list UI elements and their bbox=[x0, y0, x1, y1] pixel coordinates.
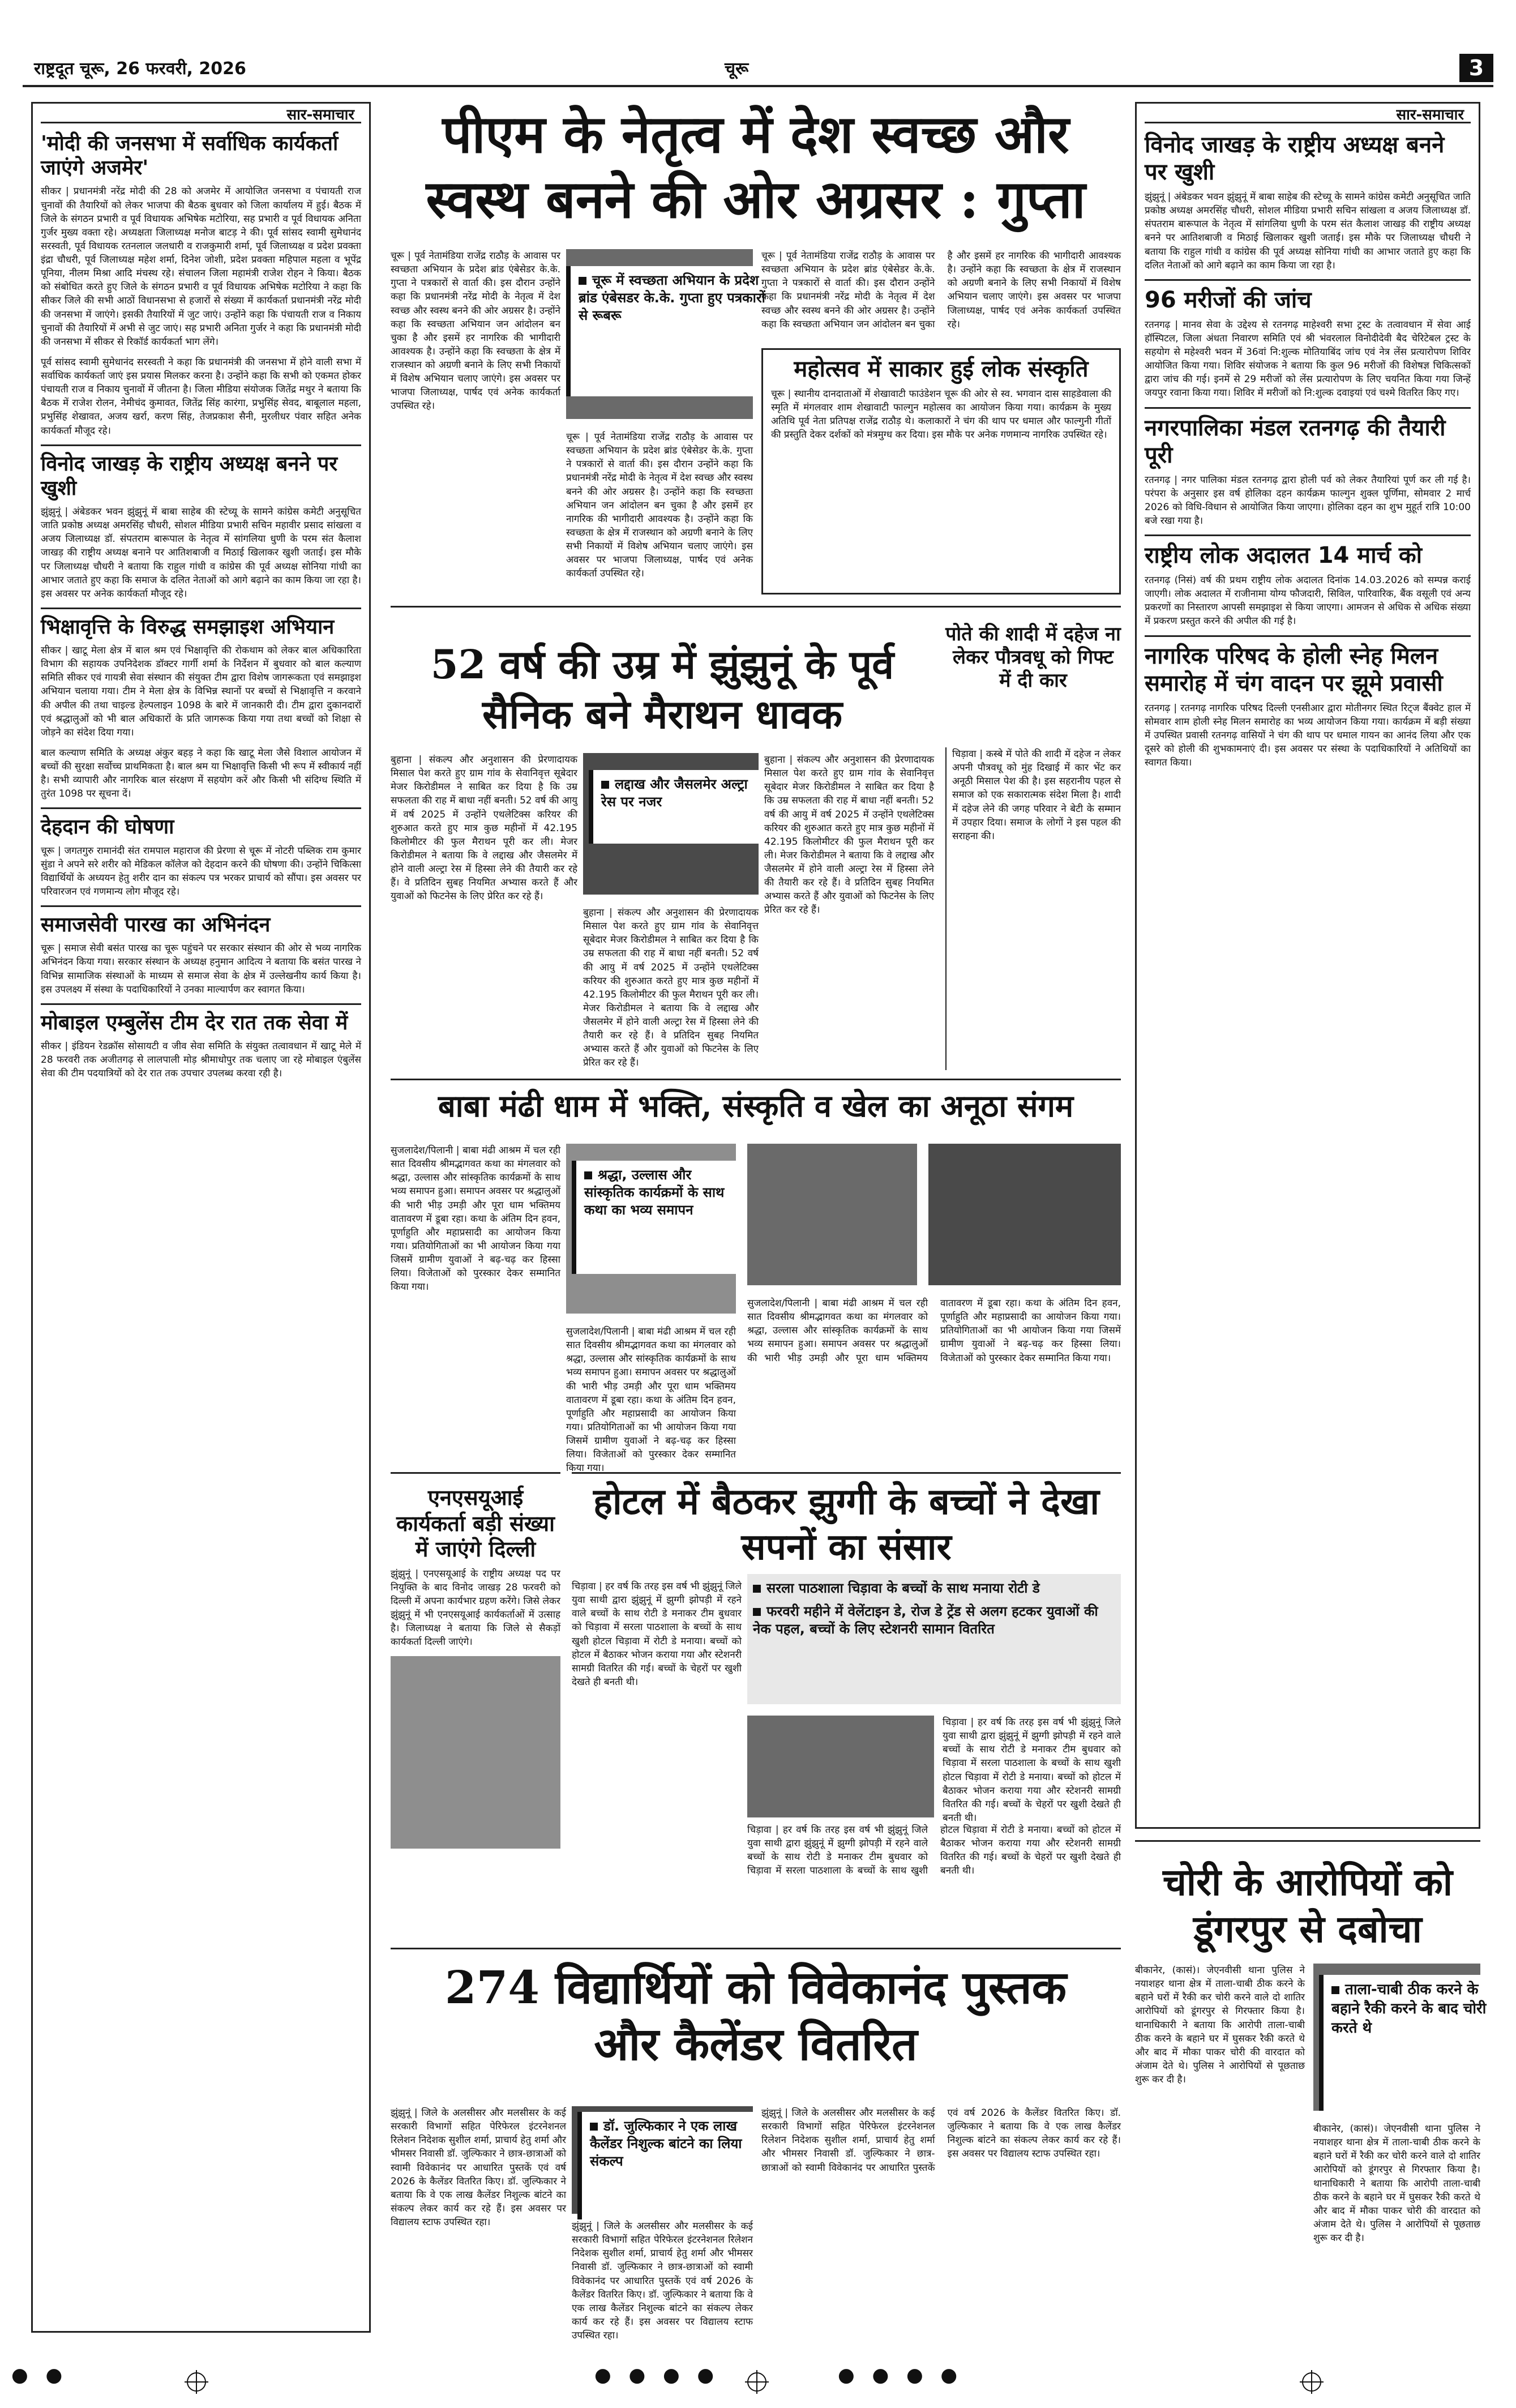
story-body: रतनगढ़ | रतनगढ़ नागरिक परिषद दिल्ली एनसीआर द्वारा मोतीनगर स्थित रिट्ज बैंक्वेट हाल में सोमवार शाम होली स्नेह मिलन समारोह का भव्य आयोजन किया गया। कार्यक्रम में बड़ी संख्या में उपस्थित प्रवासी रतनगढ़ वासियों ने चंग की थाप पर धमाल गायन का आनंद लिया और एक दूसरे को होली की शुभकामनाएं दी। इस अवसर पर संस्था के पदाधिकारियों ने अतिथियों का स्वागत किया। bbox=[1145, 702, 1471, 768]
story-body: झुंझुनूं | अंबेडकर भवन झुंझुनूं में बाबा साहेब की स्टेच्यू के सामने कांग्रेस कमेटी अनुसूचित जाति प्रकोष्ठ अध्यक्ष अमरसिंह चौधरी, सोशल मीडिया प्रभारी सचिन महावीर प्रसाद सांखला व अजय जिलाध्यक्ष डॉ. संपतराम बारूपाल के नेतृत्व में सांगलिया धुणी के परम संत कैलाश जाखड़ की राष्ट्रीय अध्यक्ष बनाने पर आतिशबाजी व मिठाई खिलाकर खुशी जताई। इस मौके पर जिलाध्यक्ष चौधरी ने बताया कि राहुल गांधी व कांग्रेस की पूर्व अध्यक्ष सोनिया गांधी का आभार जताते हुए कहा कि समाज के दलित नेताओं को आगे बढ़ाने का काम किया जा रहा है। इस अवसर पर अनेक कार्यकर्ता मौजूद रहे। bbox=[41, 506, 361, 600]
story-body: रतनगढ़ (निसं) वर्ष की प्रथम राष्ट्रीय लोक अदालत दिनांक 14.03.2026 को सम्पन्न कराई जाएगी। लोक अदालत में राजीनामा योग्य फौजदारी, सिविल, पारिवारिक, बैंक वसूली एवं अन्य प्रकरणों का निस्तारण आपसी समझाइश से किया जाएगा। आमजन से अधिक से अधिक संख्या में प्रकरण प्रस्तुत करने की अपील की गई है। bbox=[1145, 575, 1471, 627]
photo-hotel bbox=[747, 1716, 934, 1817]
runner-headline-block bbox=[391, 640, 934, 742]
page-number: 3 bbox=[1459, 54, 1493, 82]
story-body: चूरू | पूर्व नेतामंडिया राजेंद्र राठौड़ के आवास पर स्वच्छता अभियान के प्रदेश ब्रांड एंबेसेडर के.के. गुप्ता ने पत्रकारों से वार्ता की। इस दौरान उन्होंने कहा कि प्रधानमंत्री नरेंद्र मोदी के नेतृत्व में देश स्वच्छ और स्वस्थ बनने की ओर अग्रसर है। उन्होंने कहा कि स्वच्छता अभियान जन आंदोलन बन चुका है और इसमें हर नागरिक की भागीदारी आवश्यक है। उन्होंने कहा कि स्वच्छता के क्षेत्र में राजस्थान को अग्रणी बनाने के लिए सभी निकायों में विशेष अभियान चलाए जाएंगे। इस अवसर पर भाजपा जिलाध्यक्ष, पार्षद एवं अनेक कार्यकर्ता उपस्थित रहे। bbox=[761, 250, 1121, 330]
story-body: सुजलादेश/पिलानी | बाबा मंढी आश्रम में चल रही सात दिवसीय श्रीमद्भागवत कथा का मंगलवार को श्रद्धा, उल्लास और सांस्कृतिक कार्यक्रमों के साथ भव्य समापन हुआ। समापन अवसर पर श्रद्धालुओं की भारी भीड़ उमड़ी और पूरा धाम भक्तिमय वातावरण में डूबा रहा। कथा के अंतिम दिन हवन, पूर्णाहुति और महाप्रसादी का आयोजन किया गया। प्रतियोगिताओं का भी आयोजन किया गया जिसमें ग्रामीण युवाओं ने बढ़-चढ़ कर हिस्सा लिया। विजेताओं को पुरस्कार देकर सम्मानित किया गया। bbox=[747, 1298, 1121, 1364]
theft-story bbox=[1135, 1840, 1487, 2344]
photo-nsui bbox=[391, 1656, 560, 1849]
hotel-body-c bbox=[943, 1716, 1121, 1824]
story-heading: महोत्सव में साकार हुई लोक संस्कृति bbox=[794, 356, 1089, 382]
story-body: रतनगढ़ | मानव सेवा के उद्देश्य से रतनगढ़ माहेश्वरी सभा ट्रस्ट के तत्वावधान में सेवा आई हॉस्पिटल, जिला अंधता निवारण समिति एवं श्री भंवरलाल विनोदीदेवी बैद चेरिटेबल ट्रस्ट के सहयोग से महेश्वरी भवन में 36वां नि:शुल्क मोतियाबिंद जांच एवं नेत्र लेंस प्रत्यारोपण शिविर आयोजित किया गया। शिविर संयोजक ने बताया कि कुल 96 मरीजों की विशेषज्ञ चिकित्सकों द्वारा जांच की गई। इनमें से 29 मरीजों को लेंस प्रत्यारोपण के लिए चयनित किया गया जिन्हें जयपुर रवाना किया गया। शिविर में मरीजों को नि:शुल्क दवाइयां एवं चश्मे वितरित किए गए। bbox=[1145, 319, 1471, 399]
story-heading: एनएसयूआई कार्यकर्ता बड़ी संख्या में जाएंगे दिल्ली bbox=[396, 1485, 555, 1562]
lead-story-body-a bbox=[391, 249, 560, 594]
story-heading: नागरिक परिषद के होली स्नेह मिलन समारोह में चंग वादन पर झूमे प्रवासी bbox=[1145, 635, 1471, 697]
runner-callout bbox=[589, 770, 773, 844]
right-news-column bbox=[1135, 102, 1480, 1829]
theft-body-a bbox=[1135, 1964, 1305, 2383]
runner-body-a bbox=[391, 753, 577, 1070]
baba-headline: बाबा मंढी धाम में भक्ति, संस्कृति व खेल का अनूठा संगम bbox=[438, 1088, 1074, 1124]
story-body: रतनगढ़ | नगर पालिका मंडल रतनगढ़ द्वारा होली पर्व को लेकर तैयारियां पूर्ण कर ली गई है। परंपरा के अनुसार इस वर्ष होलिका दहन कार्यक्रम फाल्गुन शुक्ल पूर्णिमा, सोमवार 2 मार्च 2026 को विधि-विधान से आयोजित किया जाएगा। होलिका दहन का शुभ मुहूर्त रात्रि 10:00 बजे रखा गया है। bbox=[1145, 474, 1471, 527]
lead-callout bbox=[566, 266, 773, 396]
story-body: चिड़ावा | हर वर्ष कि तरह इस वर्ष भी झुंझुनूं जिले युवा साथी द्वारा झुंझुनूं में झुग्गी झोपड़ी में रहने वाले बच्चों के साथ रोटी डे मनाकर टीम बुधवार को चिड़ावा में सरला पाठशाला के बच्चों के साथ खुशी होटल चिड़ावा में रोटी डे मनाया। बच्चों को होटल में बैठाकर भोजन कराया गया और स्टेशनरी सामग्री वितरित की गई। बच्चों के चेहरों पर खुशी देखते ही बनती थी। bbox=[572, 1581, 742, 1688]
calendar-body-c bbox=[761, 2106, 1121, 2344]
photo-baba-2 bbox=[747, 1144, 917, 1285]
story-body: बुहाना | संकल्प और अनुशासन की प्रेरणादायक मिसाल पेश करते हुए ग्राम गांव के सेवानिवृत्त सूबेदार मेजर किरोडीमल ने साबित कर दिया है कि उम्र सफलता की राह में बाधा नहीं बनती। 52 वर्ष की आयु में वर्ष 2025 में उन्होंने एथलेटिक्स करियर की शुरुआत करते हुए मात्र कुछ महीनों में 42.195 किलोमीटर की फुल मैराथन पूरी कर ली। मेजर किरोडीमल ने बताया कि वे लद्दाख और जैसलमेर में होने वाली अल्ट्रा रेस में हिस्सा लेने की तैयारी कर रहे हैं। वे प्रतिदिन सुबह नियमित अभ्यास करते हैं और युवाओं को फिटनेस के लिए प्रेरित कर रहे हैं। bbox=[583, 907, 759, 1069]
story-heading: विनोद जाखड़ के राष्ट्रीय अध्यक्ष बनने पर खुशी bbox=[1145, 132, 1445, 185]
bullet-icon bbox=[753, 1585, 761, 1593]
story-body: बाल कल्याण समिति के अध्यक्ष अंकुर बहड़ ने कहा कि खाटू मेला जैसे विशाल आयोजन में बच्चों की सुरक्षा सर्वोच्च प्राथमिकता है। बाल श्रम या भिक्षावृत्ति किसी भी रूप में स्वीकार्य नहीं है। सभी व्यापारी और नागरिक बाल संरक्षण में सहयोग करें और किसी भी संदिग्ध स्थिति में तुरंत 1098 पर सूचना दें। bbox=[41, 747, 361, 800]
section-rule bbox=[391, 1079, 1121, 1080]
story-body: बुहाना | संकल्प और अनुशासन की प्रेरणादायक मिसाल पेश करते हुए ग्राम गांव के सेवानिवृत्त सूबेदार मेजर किरोडीमल ने साबित कर दिया है कि उम्र सफलता की राह में बाधा नहीं बनती। 52 वर्ष की आयु में वर्ष 2025 में उन्होंने एथलेटिक्स करियर की शुरुआत करते हुए मात्र कुछ महीनों में 42.195 किलोमीटर की फुल मैराथन पूरी कर ली। मेजर किरोडीमल ने बताया कि वे लद्दाख और जैसलमेर में होने वाली अल्ट्रा रेस में हिस्सा लेने की तैयारी कर रहे हैं। वे प्रतिदिन सुबह नियमित अभ्यास करते हैं और युवाओं को फिटनेस के लिए प्रेरित कर रहे हैं। bbox=[391, 754, 577, 903]
story-body: चिड़ावा | हर वर्ष कि तरह इस वर्ष भी झुंझुनूं जिले युवा साथी द्वारा झुंझुनूं में झुग्गी झोपड़ी में रहने वाले बच्चों के साथ रोटी डे मनाकर टीम बुधवार को चिड़ावा में सरला पाठशाला के बच्चों के साथ खुशी होटल चिड़ावा में रोटी डे मनाया। बच्चों को होटल में बैठाकर भोजन कराया गया और स्टेशनरी सामग्री वितरित की गई। बच्चों के चेहरों पर खुशी देखते ही बनती थी। bbox=[747, 1824, 1121, 1877]
color-dots-icon: ● ● ● ● bbox=[838, 2364, 963, 2386]
theft-headline: चोरी के आरोपियों को डूंगरपुर से दबोचा bbox=[1163, 1860, 1453, 1951]
hotel-callout-2: फरवरी महीने में वेलेंटाइन डे, रोज डे ट्रेंड से अलग हटकर युवाओं की नेक पहल, बच्चों के लिए स्टेशनरी सामान वितरित bbox=[753, 1603, 1098, 1637]
bullet-icon bbox=[601, 781, 609, 789]
story-heading: भिक्षावृत्ति के विरुद्ध समझाइश अभियान bbox=[41, 608, 361, 639]
registration-mark-icon bbox=[187, 2372, 206, 2392]
story-body: पूर्व सांसद स्वामी सुमेधानंद सरस्वती ने कहा कि प्रधानमंत्री की जनसभा में होने वाली सभा में सर्वाधिक कार्यकर्ता जाएं इस प्रयास मिलकर करना है। उन्होंने कहा कि सभी को एकमत होकर पंचायती राज व निकाय चुनावों में जीतना है। जिला मीडिया संयोजक जितेंद्र मथुर ने बताया कि बैठक में राजेश रोलन, नेमीचंद कुमावत, जितेंद्र सिंह कारंगा, प्रभुसिंह सेवद, बाबूलाल महला, प्रभुसिंह शेखावत, अजय खर्रा, करण सिंह, तेजप्रकाश सैनी, मुरलीधर पंवार सहित अनेक कार्यकर्ता मौजूद रहे। bbox=[41, 356, 361, 437]
story-body: बीकानेर, (कासं)। जेएनवीसी थाना पुलिस ने नयाशहर थाना क्षेत्र में ताला-चाबी ठीक करने के बहाने घरों में रैकी कर चोरी करने वाले दो शातिर आरोपियों को डूंगरपुर से गिरफ्तार किया है। थानाधिकारी ने बताया कि आरोपी ताला-चाबी ठीक करने के बहाने घर में घुसकर रैकी करते थे और बाद में मौका पाकर चोरी की वारदात को अंजाम देते थे। पुलिस ने आरोपियों से पूछताछ शुरू कर दी है। bbox=[1313, 2123, 1480, 2244]
story-body: चिड़ावा | कस्बे में पोते की शादी में दहेज न लेकर अपनी पौत्रवधू को मुंह दिखाई में कार भेंट कर अनूठी मिसाल पेश की है। इस सहरानीय पहल से समाज को एक सकारात्मक संदेश मिला है। शादी में दहेज लेने की जगह परिवार ने बेटी के सम्मान में उपहार दिया। समाज के लोगों ने इस पहल की सराहना की। bbox=[952, 749, 1121, 842]
lead-headline-block bbox=[391, 102, 1121, 232]
story-body: झुंझुनूं | जिले के अलसीसर और मलसीसर के कई सरकारी विभागों सहित पेरिफेरल इंटरनेशनल रिलेशन निदेशक सुशील शर्मा, प्राचार्य हेतु शर्मा और भीमसर निवासी डॉ. जुल्फिकार ने छात्र-छात्राओं को स्वामी विवेकानंद पर आधारित पुस्तकें एवं वर्ष 2026 के कैलेंडर वितरित किए। डॉ. जुल्फिकार ने बताया कि वे एक लाख कैलेंडर निशुल्क बांटने का संकल्प लेकर कार्य कर रहे हैं। इस अवसर पर विद्यालय स्टाफ उपस्थित रहा। bbox=[761, 2107, 1121, 2174]
story-heading: मोबाइल एम्बुलेंस टीम देर रात तक सेवा में bbox=[41, 1003, 361, 1035]
registration-mark-icon bbox=[1302, 2372, 1321, 2392]
calendar-headline-block bbox=[430, 1959, 1081, 2089]
hotel-headline: होटल में बैठकर झुग्गी के बच्चों ने देखा सपनों का संसार bbox=[593, 1481, 1099, 1568]
story-body: चिड़ावा | हर वर्ष कि तरह इस वर्ष भी झुंझुनूं जिले युवा साथी द्वारा झुंझुनूं में झुग्गी झोपड़ी में रहने वाले बच्चों के साथ रोटी डे मनाकर टीम बुधवार को चिड़ावा में सरला पाठशाला के बच्चों के साथ खुशी होटल चिड़ावा में रोटी डे मनाया। बच्चों को होटल में बैठाकर भोजन कराया गया और स्टेशनरी सामग्री वितरित की गई। बच्चों के चेहरों पर खुशी देखते ही बनती थी। bbox=[943, 1717, 1121, 1824]
story-body: झुंझुनूं | एनएसयूआई के राष्ट्रीय अध्यक्ष पद पर नियुक्ति के बाद विनोद जाखड़ 28 फरवरी को दिल्ली में अपना कार्यभार ग्रहण करेंगे। जिसे लेकर झुंझुनूं में भी एनएसयूआई कार्यकर्ताओं में उत्साह है। जिलाध्यक्ष ने बताया कि जिले से सैकड़ों कार्यकर्ता दिल्ली जाएंगे। bbox=[391, 1568, 560, 1648]
lead-story-body-b bbox=[566, 430, 753, 594]
hotel-headline-block bbox=[572, 1472, 1121, 1568]
column-label: सार-समाचार bbox=[41, 104, 361, 123]
lead-story-body-c bbox=[761, 249, 1121, 357]
bullet-icon bbox=[590, 2123, 598, 2131]
bullet-icon bbox=[753, 1608, 761, 1616]
baba-headline-block bbox=[391, 1087, 1121, 1138]
hotel-body-a bbox=[572, 1580, 742, 1942]
story-body: झुंझुनूं | अंबेडकर भवन झुंझुनूं में बाबा साहेब की स्टेच्यू के सामने कांग्रेस कमेटी अनुसूचित जाति प्रकोष्ठ अध्यक्ष अमरसिंह चौधरी, सोशल मीडिया प्रभारी सचिन सांखला व अजय जिलाध्यक्ष डॉ. संपतराम बारूपाल के नेतृत्व में सांगलिया धुणी के परम संत कैलाश जाखड़ की राष्ट्रीय अध्यक्ष बनने पर आतिशबाजी व मिठाई खिलाकर खुशी जताई। इस मौके पर जिलाध्यक्ष चौधरी ने बताया कि राहुल गांधी व कांग्रेस की पूर्व अध्यक्ष सोनिया गांधी का आभार जताते हुए कहा कि दलित नेताओं को आगे बढ़ाने का काम किया जा रहा है। bbox=[1145, 191, 1471, 271]
color-dots-icon: ● ● ● ● bbox=[594, 2364, 720, 2386]
story-body: बुहाना | संकल्प और अनुशासन की प्रेरणादायक मिसाल पेश करते हुए ग्राम गांव के सेवानिवृत्त सूबेदार मेजर किरोडीमल ने साबित कर दिया है कि उम्र सफलता की राह में बाधा नहीं बनती। 52 वर्ष की आयु में वर्ष 2025 में उन्होंने एथलेटिक्स करियर की शुरुआत करते हुए मात्र कुछ महीनों में 42.195 किलोमीटर की फुल मैराथन पूरी कर ली। मेजर किरोडीमल ने बताया कि वे लद्दाख और जैसलमेर में होने वाली अल्ट्रा रेस में हिस्सा लेने की तैयारी कर रहे हैं। वे प्रतिदिन सुबह नियमित अभ्यास करते हैं और युवाओं को फिटनेस के लिए प्रेरित कर रहे हैं। bbox=[764, 754, 934, 916]
story-body: झुंझुनूं | जिले के अलसीसर और मलसीसर के कई सरकारी विभागों सहित पेरिफेरल इंटरनेशनल रिलेशन निदेशक सुशील शर्मा, प्राचार्य हेतु शर्मा और भीमसर निवासी डॉ. जुल्फिकार ने छात्र-छात्राओं को स्वामी विवेकानंद पर आधारित पुस्तकें एवं वर्ष 2026 के कैलेंडर वितरित किए। डॉ. जुल्फिकार ने बताया कि वे एक लाख कैलेंडर निशुल्क बांटने का संकल्प लेकर कार्य कर रहे हैं। इस अवसर पर विद्यालय स्टाफ उपस्थित रहा। bbox=[572, 2221, 753, 2341]
story-body: सुजलादेश/पिलानी | बाबा मंढी आश्रम में चल रही सात दिवसीय श्रीमद्भागवत कथा का मंगलवार को श्रद्धा, उल्लास और सांस्कृतिक कार्यक्रमों के साथ भव्य समापन हुआ। समापन अवसर पर श्रद्धालुओं की भारी भीड़ उमड़ी और पूरा धाम भक्तिमय वातावरण में डूबा रहा। कथा के अंतिम दिन हवन, पूर्णाहुति और महाप्रसादी का आयोजन किया गया। प्रतियोगिताओं का भी आयोजन किया गया जिसमें ग्रामीण युवाओं ने बढ़-चढ़ कर हिस्सा लिया। विजेताओं को पुरस्कार देकर सम्मानित किया गया। bbox=[391, 1145, 560, 1293]
calendar-body-b bbox=[572, 2219, 753, 2344]
callout-text: ताला-चाबी ठीक करने के बहाने रैकी करने के बाद चोरी करते थे bbox=[1331, 1981, 1487, 2037]
story-heading: नगरपालिका मंडल रतनगढ़ की तैयारी पूरी bbox=[1145, 407, 1471, 469]
runner-headline: 52 वर्ष की उम्र में झुंझुनूं के पूर्व सैनिक बने मैराथन धावक bbox=[430, 641, 894, 738]
hotel-body-b bbox=[747, 1823, 1121, 1942]
calendar-headline: 274 विद्यार्थियों को विवेकानंद पुस्तक और कैलेंडर वितरित bbox=[444, 1961, 1067, 2071]
baba-body-a bbox=[391, 1144, 560, 1461]
baba-body-c bbox=[747, 1297, 1121, 1461]
dowry-headline: पोते की शादी में दहेज ना लेकर पौत्रवधू को गिफ्ट में दी कार bbox=[945, 623, 1121, 692]
left-news-column bbox=[31, 102, 371, 2333]
callout-text: श्रद्धा, उल्लास और सांस्कृतिक कार्यक्रमों के साथ कथा का भव्य समापन bbox=[584, 1167, 725, 1218]
story-body: चूरू | समाज सेवी बसंत पारख का चूरू पहुंचने पर सरकार संस्थान की ओर से भव्य नागरिक अभिनंदन किया गया। सरकार संस्थान के अध्यक्ष हनुमान आदित्य ने बताया कि बसंत पारख ने विभिन्न सामाजिक संस्थाओं के माध्यम से समाज सेवा के क्षेत्र में उल्लेखनीय कार्य किया है। इस उपलक्ष्य में संस्था के पदाधिकारियों ने उनका माल्यार्पण कर स्वागत किया। bbox=[41, 943, 361, 995]
page-header bbox=[23, 54, 1493, 82]
theft-body-b bbox=[1313, 2122, 1480, 2383]
registration-mark-icon bbox=[747, 2372, 766, 2392]
runner-body-c bbox=[764, 753, 934, 1070]
hotel-callouts bbox=[747, 1574, 1121, 1704]
section-rule bbox=[391, 606, 1121, 608]
mahotsav-story bbox=[761, 348, 1121, 594]
story-body: चूरू | पूर्व नेतामंडिया राजेंद्र राठौड़ के आवास पर स्वच्छता अभियान के प्रदेश ब्रांड एंबेसेडर के.के. गुप्ता ने पत्रकारों से वार्ता की। इस दौरान उन्होंने कहा कि प्रधानमंत्री नरेंद्र मोदी के नेतृत्व में देश स्वच्छ और स्वस्थ बनने की ओर अग्रसर है। उन्होंने कहा कि स्वच्छता अभियान जन आंदोलन बन चुका है और इसमें हर नागरिक की भागीदारी आवश्यक है। उन्होंने कहा कि स्वच्छता के क्षेत्र में राजस्थान को अग्रणी बनाने के लिए सभी निकायों में विशेष अभियान चलाए जाएंगे। इस अवसर पर भाजपा जिलाध्यक्ष, पार्षद एवं अनेक कार्यकर्ता उपस्थित रहे। bbox=[391, 250, 560, 412]
story-body: झुंझुनूं | जिले के अलसीसर और मलसीसर के कई सरकारी विभागों सहित पेरिफेरल इंटरनेशनल रिलेशन निदेशक सुशील शर्मा, प्राचार्य हेतु शर्मा और भीमसर निवासी डॉ. जुल्फिकार ने छात्र-छात्राओं को स्वामी विवेकानंद पर आधारित पुस्तकें एवं वर्ष 2026 के कैलेंडर वितरित किए। डॉ. जुल्फिकार ने बताया कि वे एक लाख कैलेंडर निशुल्क बांटने का संकल्प लेकर कार्य कर रहे हैं। इस अवसर पर विद्यालय स्टाफ उपस्थित रहा। bbox=[391, 2107, 566, 2228]
color-dots-icon: ● ● bbox=[11, 2364, 68, 2386]
calendar-callout bbox=[577, 2112, 768, 2219]
dowry-headline-block bbox=[945, 623, 1121, 736]
bullet-icon bbox=[584, 1171, 592, 1179]
calendar-body-a bbox=[391, 2106, 566, 2344]
story-body: चूरू | जगतगुरु रामानंदी संत रामपाल महाराज की प्रेरणा से चूरू में नोटरी पब्लिक राम कुमार सुंडा ने अपने सरे शरीर को मेडिकल कॉलेज को देहदान करने की घोषणा की। उन्होंने चिकित्सा विद्यार्थियों के अध्ययन हेतु शरीर दान का संकल्प पत्र भरकर प्राचार्य को सौंपा। इस अवसर पर परिवारजन एवं गणमान्य लोग मौजूद रहे। bbox=[41, 845, 361, 897]
story-heading: विनोद जाखड़ के राष्ट्रीय अध्यक्ष बनने पर खुशी bbox=[41, 444, 361, 501]
story-heading: समाजसेवी पारख का अभिनंदन bbox=[41, 905, 361, 937]
callout-text: डॉ. जुल्फिकार ने एक लाख कैलेंडर निशुल्क बांटने का लिया संकल्प bbox=[590, 2118, 742, 2170]
story-body: सीकर | प्रधानमंत्री नरेंद्र मोदी की 28 को अजमेर में आयोजित जनसभा व पंचायती राज चुनावों की तैयारियों को लेकर भाजपा की बैठक बुधवार को जिला कार्यालय में हुई। बैठक में जिले के संगठन प्रभारी व पूर्व विधायक अभिषेक मटोरिया, सह प्रभारी व पूर्व विधायक अनिता गुर्जर मुख्य वक्ता रहे। अध्यक्षता जिलाध्यक्ष मनोज बाटड़ ने की। पूर्व सांसद स्वामी सुमेधानंद सरस्वती, पूर्व विधायक रतनलाल जलधारी व राजकुमारी शर्मा, पूर्व जिलाध्यक्ष व प्रदेश प्रवक्ता इंद्रा चौधरी, पूर्व जिलाध्यक्ष महेश शर्मा, दिनेश जोशी, प्रदेश प्रवक्ता महिपाल महला व भूपेंद्र पूनिया, नीलम मिश्रा आदि मंचस्थ रहे। संचालन जिला महामंत्री राजेश रोहन ने किया। बैठक को संबोधित करते हुए जिले के संगठन प्रभारी व पूर्व विधायक अभिषेक मटोरिया ने कहा कि सीकर जिले की सभी आठों विधानसभा से हजारों से संख्या में कार्यकर्ता प्रधानमंत्री नरेंद्र मोदी की जनसभा में जाएंगे। इसकी तैयारियों में जुट जाएं। उन्होंने कहा कि पंचायती राज व निकाय चुनावों की तैयारियों में अभी से जुट जाएं। सह प्रभारी अनिता गुर्जर ने कहा कि प्रधानमंत्री मोदी की जनसभा में सीकर से रिकॉर्ड कार्यकर्ता भाग लेंगे। bbox=[41, 186, 361, 348]
bullet-icon bbox=[579, 277, 586, 285]
story-body: सीकर | खाटू मेला क्षेत्र में बाल श्रम एवं भिक्षावृत्ति की रोकथाम को लेकर बाल अधिकारिता विभाग की सहायक उपनिदेशक डॉक्टर गार्गी शर्मा के निर्देशन में बुधवार को बाल कल्याण समिति सीकर एवं गायत्री सेवा संस्थान की संयुक्त टीम द्वारा विशेष जागरूकता एवं समझाइश अभियान चलाया गया। टीम ने मेला क्षेत्र के विभिन्न स्थानों पर बच्चों से भिक्षावृत्ति न करवाने की अपील की तथा चाइल्ड हेल्पलाइन 1098 के बारे में जानकारी दी। टीम द्वारा दुकानदारों एवं श्रद्धालुओं को भी बाल अधिकारों के प्रति जागरूक किया गया तथा बच्चों को शिक्षा से जोड़ने का संदेश दिया गया। bbox=[41, 645, 361, 738]
section-name: चूरू bbox=[725, 59, 749, 79]
story-body: सुजलादेश/पिलानी | बाबा मंढी आश्रम में चल रही सात दिवसीय श्रीमद्भागवत कथा का मंगलवार को श्रद्धा, उल्लास और सांस्कृतिक कार्यक्रमों के साथ भव्य समापन हुआ। समापन अवसर पर श्रद्धालुओं की भारी भीड़ उमड़ी और पूरा धाम भक्तिमय वातावरण में डूबा रहा। कथा के अंतिम दिन हवन, पूर्णाहुति और महाप्रसादी का आयोजन किया गया। प्रतियोगिताओं का भी आयोजन किया गया जिसमें ग्रामीण युवाओं ने बढ़-चढ़ कर हिस्सा लिया। विजेताओं को पुरस्कार देकर सम्मानित किया गया। bbox=[566, 1326, 736, 1474]
hotel-callout-1: सरला पाठशाला चिड़ावा के बच्चों के साथ मनाया रोटी डे bbox=[753, 1580, 1115, 1597]
baba-body-b bbox=[566, 1325, 736, 1474]
story-body: बीकानेर, (कासं)। जेएनवीसी थाना पुलिस ने नयाशहर थाना क्षेत्र में ताला-चाबी ठीक करने के बहाने घरों में रैकी कर चोरी करने वाले दो शातिर आरोपियों को डूंगरपुर से गिरफ्तार किया है। थानाधिकारी ने बताया कि आरोपी ताला-चाबी ठीक करने के बहाने घर में घुसकर रैकी करते थे और बाद में मौका पाकर चोरी की वारदात को अंजाम देते थे। पुलिस ने आरोपियों से पूछताछ शुरू कर दी है। bbox=[1135, 1965, 1305, 2085]
story-body: सीकर | इंडियन रेडक्रॉस सोसायटी व जीव सेवा समिति के संयुक्त तत्वावधान में खाटू मेले में 28 फरवरी तक अजीतगढ़ से लालपाली मोड़ श्रीमाधोपुर तक चलाए जा रहे मोबाइल एंबुलेंस सेवा की टीम पदयात्रियों को देर रात तक उपचार उपलब्ध करवा रही है। bbox=[41, 1041, 361, 1080]
baba-callout bbox=[572, 1161, 751, 1274]
dateline: राष्ट्रदूत चूरू, 26 फरवरी, 2026 bbox=[34, 59, 246, 79]
story-heading: राष्ट्रीय लोक अदालत 14 मार्च को bbox=[1145, 534, 1471, 569]
story-heading: 'मोदी की जनसभा में सर्वाधिक कार्यकर्ता जाएंगे अजमेर' bbox=[41, 132, 339, 180]
story-heading: देहदान की घोषणा bbox=[41, 807, 361, 839]
callout-text: चूरू में स्वच्छता अभियान के प्रदेश ब्रांड एंबेसडर के.के. गुप्ता हुए पत्रकारों से रूबरू bbox=[579, 272, 765, 324]
story-body: चूरू | पूर्व नेतामंडिया राजेंद्र राठौड़ के आवास पर स्वच्छता अभियान के प्रदेश ब्रांड एंबेसेडर के.के. गुप्ता ने पत्रकारों से वार्ता की। इस दौरान उन्होंने कहा कि प्रधानमंत्री नरेंद्र मोदी के नेतृत्व में देश स्वच्छ और स्वस्थ बनने की ओर अग्रसर है। उन्होंने कहा कि स्वच्छता अभियान जन आंदोलन बन चुका है और इसमें हर नागरिक की भागीदारी आवश्यक है। उन्होंने कहा कि स्वच्छता के क्षेत्र में राजस्थान को अग्रणी बनाने के लिए सभी निकायों में विशेष अभियान चलाए जाएंगे। इस अवसर पर भाजपा जिलाध्यक्ष, पार्षद एवं अनेक कार्यकर्ता उपस्थित रहे। bbox=[566, 431, 753, 580]
bullet-icon bbox=[1331, 1986, 1339, 1994]
story-body: चूरू | स्थानीय दानदाताओं में शेखावाटी फाउंडेशन चूरू की ओर से स्व. भगवान दास साहडेवाला की स्मृति में मंगलवार शाम शेखावाटी फाल्गुन महोत्सव का आयोजन किया गया। कार्यक्रम के मुख्य अतिथि पूर्व नेता प्रतिपक्ष राजेंद्र राठौड़ थे। कलाकारों ने चंग की थाप पर धमाल और फाल्गुनी गीतों की प्रस्तुति देकर दर्शकों को मंत्रमुग्ध कर दिया। इस मौके पर अनेक गणमान्य नागरिक उपस्थित रहे। bbox=[771, 388, 1111, 441]
runner-body-b bbox=[583, 906, 759, 1070]
header-rule bbox=[23, 85, 1493, 87]
theft-callout bbox=[1319, 1975, 1495, 2111]
lead-headline: पीएम के नेतृत्व में देश स्वच्छ और स्वस्थ बनने की ओर अग्रसर : गुप्ता bbox=[426, 104, 1086, 230]
section-rule bbox=[391, 1948, 1121, 1949]
callout-text: लद्दाख और जैसलमेर अल्ट्रा रेस पर नजर bbox=[601, 776, 748, 810]
story-heading: 96 मरीजों की जांच bbox=[1145, 279, 1471, 314]
column-label: सार-समाचार bbox=[1145, 104, 1471, 123]
photo-baba-3 bbox=[928, 1144, 1121, 1285]
dowry-body bbox=[945, 747, 1121, 1070]
